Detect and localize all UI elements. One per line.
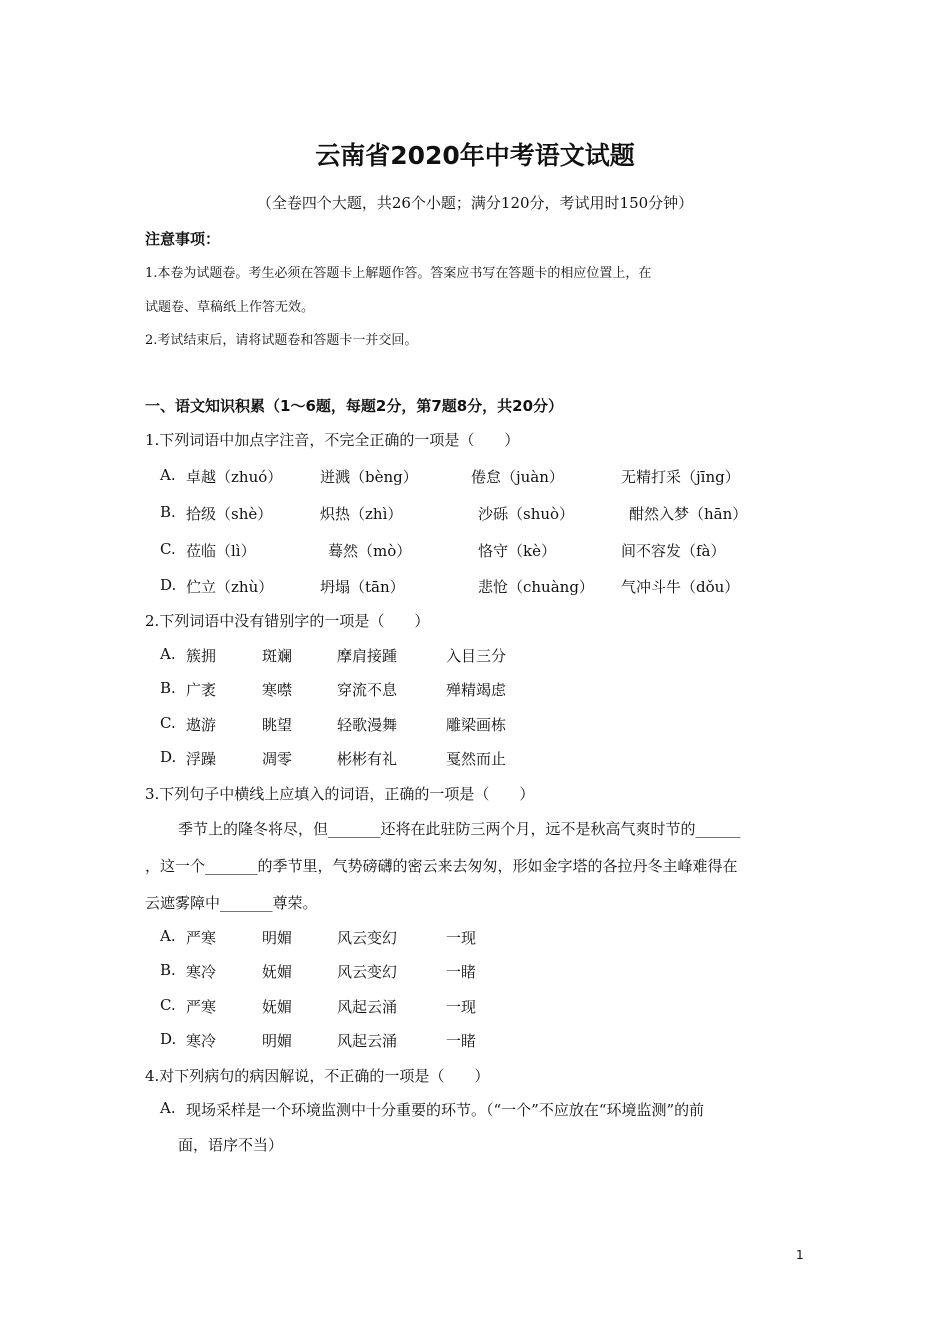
option-cell: 伫立（zhù） bbox=[186, 578, 274, 596]
option-cell: 寒冷 bbox=[186, 963, 217, 981]
option-letter: D. bbox=[160, 748, 177, 766]
question-3-passage: 季节上的隆冬将尽，但_______还将在此驻防三两个月，远不是秋高气爽时节的______ bbox=[178, 820, 741, 838]
option-cell: 明媚 bbox=[262, 929, 293, 947]
option-letter: B. bbox=[160, 961, 176, 979]
option-cell: 风起云涌 bbox=[337, 998, 398, 1016]
option-cell: 一睹 bbox=[446, 963, 477, 981]
option-cell: 一现 bbox=[446, 998, 477, 1016]
exam-info: （全卷四个大题，共26个小题；满分120分，考试用时150分钟） bbox=[256, 194, 694, 212]
option-cell: 沙砾（shuò） bbox=[478, 505, 575, 523]
question-3-stem: 3.下列句子中横线上应填入的词语，正确的一项是（ ） bbox=[145, 785, 535, 803]
option-cell: 气冲斗牛（dǒu） bbox=[621, 578, 740, 596]
question-2-stem: 2.下列词语中没有错别字的一项是（ ） bbox=[145, 612, 430, 630]
option-letter: C. bbox=[160, 540, 176, 558]
option-cell: 摩肩接踵 bbox=[337, 647, 398, 665]
note-line: 2.考试结束后，请将试题卷和答题卡一并交回。 bbox=[145, 333, 418, 348]
option-cell: 雕梁画栋 bbox=[446, 716, 507, 734]
option-letter: B. bbox=[160, 679, 176, 697]
option-cell: 间不容发（fà） bbox=[621, 542, 726, 560]
option-letter: A. bbox=[160, 927, 176, 945]
page-title: 云南省2020年中考语文试题 bbox=[315, 141, 635, 170]
option-cell: 簇拥 bbox=[186, 647, 217, 665]
option-cell: 严寒 bbox=[186, 929, 217, 947]
option-letter: B. bbox=[160, 503, 176, 521]
option-cell: 卓越（zhuó） bbox=[186, 468, 283, 486]
option-cell: 悲怆（chuàng） bbox=[478, 578, 594, 596]
option-letter: D. bbox=[160, 576, 177, 594]
option-cell: 酣然入梦（hān） bbox=[629, 505, 748, 523]
option-cell: 斑斓 bbox=[262, 647, 293, 665]
note-line: 1.本卷为试题卷。考生必须在答题卡上解题作答。答案应书写在答题卡的相应位置上，在 bbox=[145, 266, 652, 281]
option-cell: 迸溅（bèng） bbox=[320, 468, 418, 486]
option-cell: 严寒 bbox=[186, 998, 217, 1016]
option-cell: 入目三分 bbox=[446, 647, 507, 665]
option-letter: A. bbox=[160, 466, 176, 484]
option-letter: A. bbox=[160, 645, 176, 663]
page-number: 1 bbox=[796, 1248, 804, 1262]
question-4-stem: 4.对下列病句的病因解说，不正确的一项是（ ） bbox=[145, 1067, 490, 1085]
option-text: 现场采样是一个环境监测中十分重要的环节。（“一个”不应放在“环境监测”的前 bbox=[186, 1101, 705, 1119]
question-3-passage: 云遮雾障中_______尊荣。 bbox=[145, 894, 318, 912]
option-cell: 妩媚 bbox=[262, 963, 293, 981]
option-cell: 浮躁 bbox=[186, 750, 217, 768]
option-cell: 遨游 bbox=[186, 716, 217, 734]
option-cell: 妩媚 bbox=[262, 998, 293, 1016]
option-letter: D. bbox=[160, 1030, 177, 1048]
option-cell: 无精打采（jīng） bbox=[621, 468, 740, 486]
option-cell: 明媚 bbox=[262, 1032, 293, 1050]
notes-heading: 注意事项： bbox=[145, 230, 221, 248]
option-cell: 轻歌漫舞 bbox=[337, 716, 398, 734]
option-cell: 恪守（kè） bbox=[478, 542, 556, 560]
section-heading: 一、语文知识积累（1～6题，每题2分，第7题8分，共20分） bbox=[145, 397, 564, 415]
option-cell: 风起云涌 bbox=[337, 1032, 398, 1050]
option-cell: 凋零 bbox=[262, 750, 293, 768]
option-cell: 广袤 bbox=[186, 681, 217, 699]
option-cell: 殚精竭虑 bbox=[446, 681, 507, 699]
option-cell: 寒冷 bbox=[186, 1032, 217, 1050]
option-cell: 寒噤 bbox=[262, 681, 293, 699]
option-cell: 彬彬有礼 bbox=[337, 750, 398, 768]
option-cell: 一睹 bbox=[446, 1032, 477, 1050]
option-cell: 风云变幻 bbox=[337, 929, 398, 947]
question-3-passage: ，这一个_______的季节里，气势磅礴的密云来去匆匆，形如金字塔的各拉丹冬主峰难得在 bbox=[145, 857, 738, 875]
option-letter: C. bbox=[160, 996, 176, 1014]
option-cell: 戛然而止 bbox=[446, 750, 507, 768]
option-letter: A. bbox=[160, 1099, 176, 1117]
option-cell: 莅临（lì） bbox=[186, 542, 256, 560]
option-cell: 坍塌（tān） bbox=[320, 578, 405, 596]
option-cell: 蓦然（mò） bbox=[328, 542, 412, 560]
note-line: 试题卷、草稿纸上作答无效。 bbox=[145, 300, 315, 315]
option-cell: 风云变幻 bbox=[337, 963, 398, 981]
question-1-stem: 1.下列词语中加点字注音，不完全正确的一项是（ ） bbox=[145, 431, 520, 449]
option-cell: 一现 bbox=[446, 929, 477, 947]
option-text: 面，语序不当） bbox=[178, 1136, 284, 1154]
option-cell: 炽热（zhì） bbox=[320, 505, 403, 523]
option-cell: 拾级（shè） bbox=[186, 505, 273, 523]
option-letter: C. bbox=[160, 714, 176, 732]
option-cell: 穿流不息 bbox=[337, 681, 398, 699]
option-cell: 倦怠（juàn） bbox=[471, 468, 564, 486]
option-cell: 眺望 bbox=[262, 716, 293, 734]
